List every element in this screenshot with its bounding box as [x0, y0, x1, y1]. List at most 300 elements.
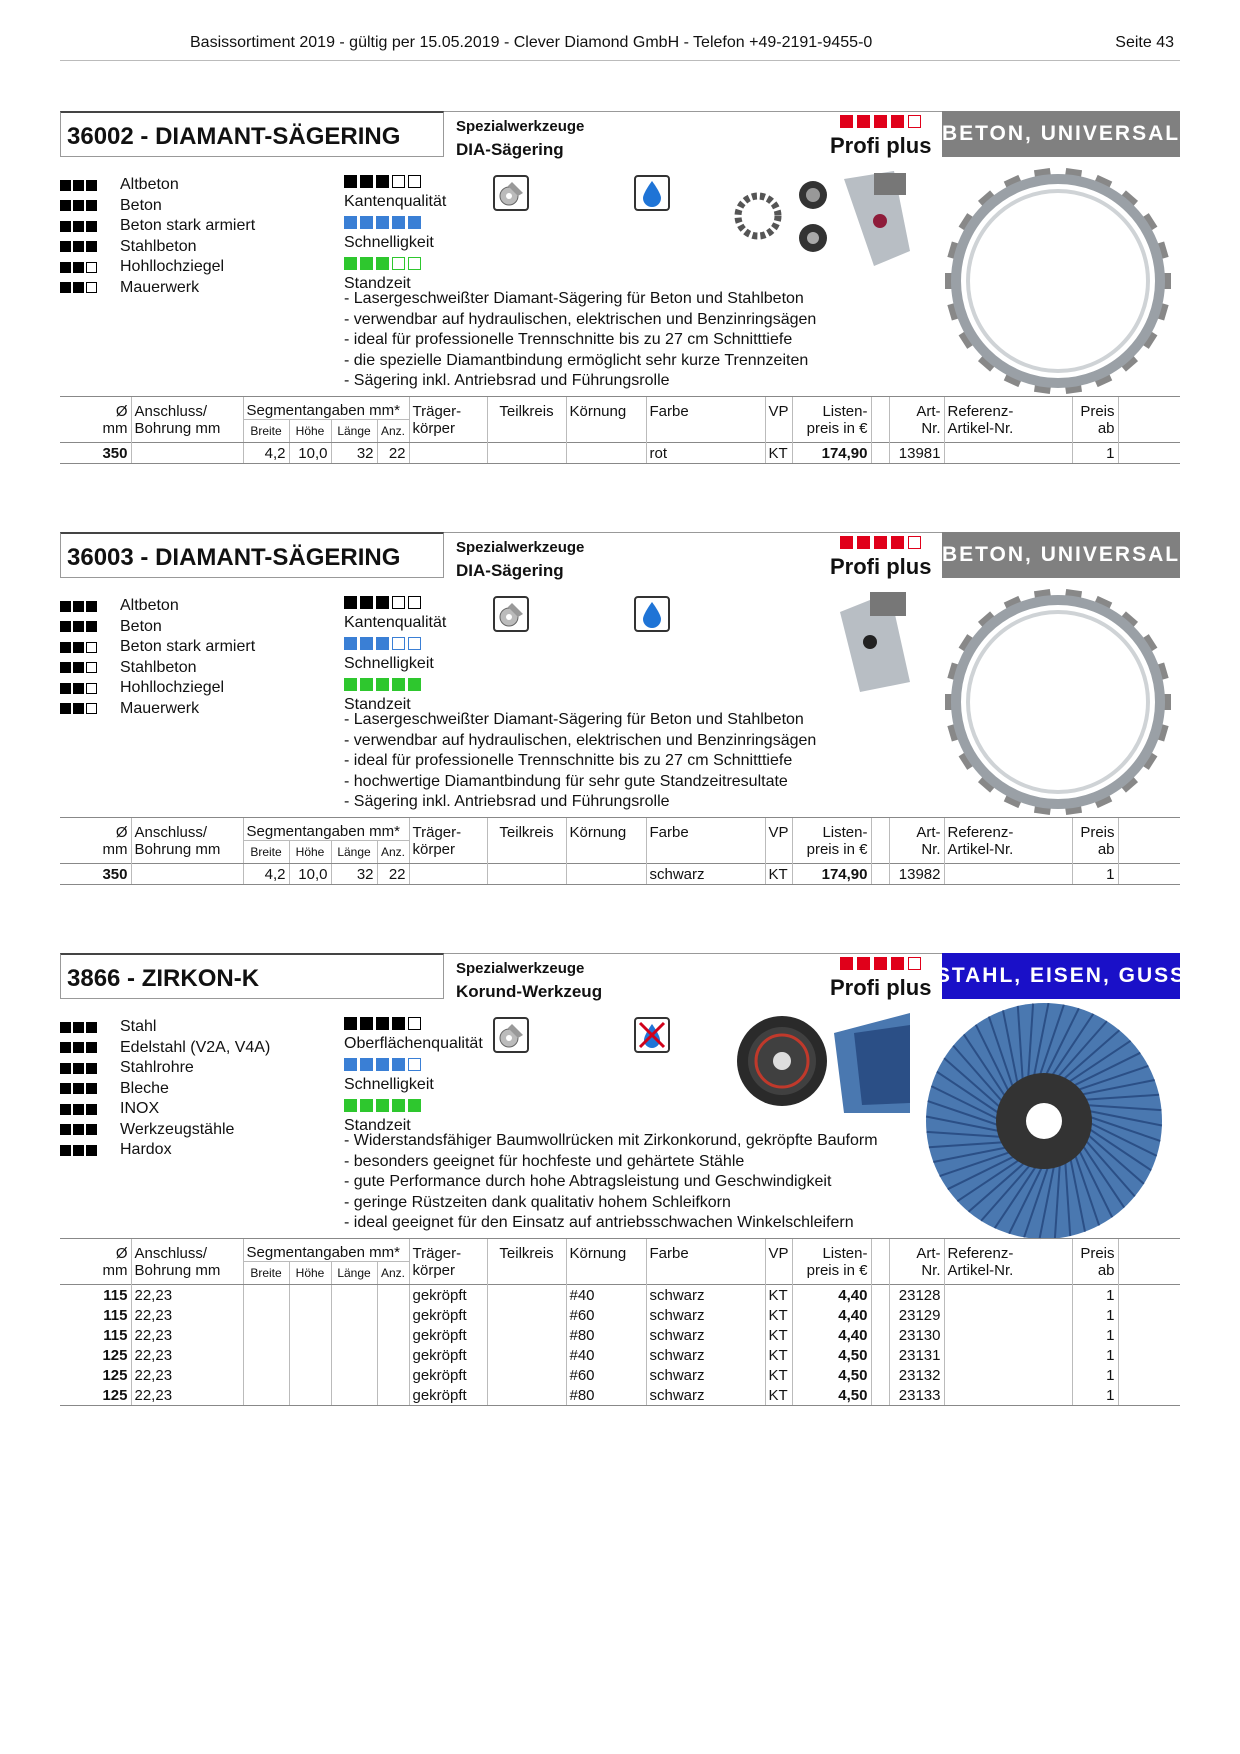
table-row: [60, 443, 1180, 464]
performance-label: Schnelligkeit: [344, 234, 434, 251]
cell-referenz: [944, 1345, 1072, 1365]
col-artnr: Art-: [889, 397, 944, 420]
application-level: [60, 1042, 120, 1053]
cell-referenz: [944, 1365, 1072, 1385]
cell-farbe: schwarz: [646, 1325, 765, 1345]
cell-farbe: schwarz: [646, 864, 765, 885]
performance-panel: [344, 1017, 483, 1140]
application-level: [60, 180, 120, 191]
product-table: Ø Anschluss/ Segmentangaben mm* Träger- Teilkreis Körnung Farbe VP Listen- Art- Referenz- Preis mm Bohrung mm Breite Höhe Länge Anz. körper preis in € Nr. Artikel-Nr. ab 115 22,23 gekröpft #40 schwarz KT 4,40 23128 1 115 22,23 gekröpft #60 schwarz KT 4,40 23129 1 115 22,23 gekröpft #80 schwarz KT 4,40 23130 1 125 22,23 gekröpft #40 schwarz KT 4,50 23131 1 125 22,23 gekröpft #60 schwarz KT 4,50 23132 1 125 22,23 gekröpft #80 schwarz KT 4,50 23133 1: [60, 1238, 1180, 1406]
col-koernung: Körnung: [566, 818, 646, 841]
cell-hoehe: [289, 1385, 331, 1406]
feature-line: - ideal für professionelle Trennschnitte bis zu 27 cm Schnitttiefe: [344, 752, 793, 769]
material-tag: BETON, UNIVERSAL: [942, 111, 1180, 157]
quality-label: Profi plus: [830, 975, 932, 1000]
cell-vp: KT: [765, 864, 792, 885]
col-koernung: Körnung: [566, 397, 646, 420]
cell-listenpreis: 4,50: [792, 1365, 871, 1385]
feature-list: [344, 289, 816, 392]
cell-laenge: [331, 1365, 377, 1385]
cell-koernung: #40: [566, 1345, 646, 1365]
category-main: Spezialwerkzeuge: [456, 118, 585, 135]
feature-line: - Sägering inkl. Antriebsrad und Führungsrolle: [344, 372, 670, 389]
application-list: [60, 175, 255, 298]
cell-teilkreis: [487, 1325, 566, 1345]
application-row: [60, 596, 255, 617]
application-name: INOX: [120, 1100, 160, 1118]
application-row: [60, 1038, 270, 1059]
application-row: [60, 175, 255, 196]
cell-teilkreis: [487, 1385, 566, 1406]
cell-breite: [243, 1305, 289, 1325]
quality-rating: [840, 536, 925, 554]
application-name: Mauerwerk: [120, 278, 200, 296]
application-row: [60, 1140, 270, 1161]
cell-dia: 115: [103, 1326, 128, 1344]
col-farbe: Farbe: [646, 818, 765, 841]
application-level: [60, 200, 120, 211]
performance-label: Kantenqualität: [344, 193, 447, 210]
cell-anz: [377, 1365, 409, 1385]
cell-traeger: [409, 864, 487, 885]
cell-listenpreis: 4,40: [792, 1325, 871, 1345]
cell-listenpreis: 4,50: [792, 1385, 871, 1406]
quality-label: Profi plus: [830, 133, 932, 158]
cell-anz: 22: [377, 443, 409, 464]
feature-line: - geringe Rüstzeiten dank qualitativ hohem Schleifkorn: [344, 1193, 731, 1211]
application-name: Mauerwerk: [120, 699, 200, 717]
table-row: [60, 864, 1180, 885]
cell-listenpreis: 174,90: [792, 864, 871, 885]
col-farbe: Farbe: [646, 1239, 765, 1262]
performance-panel: [344, 596, 446, 719]
cell-breite: [243, 1325, 289, 1345]
cell-listenpreis: 174,90: [792, 443, 871, 464]
cell-preis-ab: 1: [1072, 1305, 1118, 1325]
table-row: [60, 1385, 1180, 1406]
cell-artnr: 23132: [889, 1365, 944, 1385]
cell-farbe: schwarz: [646, 1345, 765, 1365]
performance-bar: [344, 1017, 483, 1032]
table-row: [60, 1365, 1180, 1385]
cell-bohrung: 22,23: [131, 1325, 243, 1345]
cell-dia: 350: [60, 864, 131, 885]
cell-hoehe: [289, 1325, 331, 1345]
feature-line: - gute Performance durch hohe Abtragsleistung und Geschwindigkeit: [344, 1173, 832, 1190]
performance-label: Standzeit: [344, 275, 411, 292]
col-traeger: Träger-: [409, 1239, 487, 1262]
feature-list: [344, 710, 816, 813]
col-dia: Ø: [60, 1239, 131, 1262]
feature-line: - besonders geeignet für hochfeste und gehärtete Stähle: [344, 1152, 745, 1170]
cell-laenge: [331, 1385, 377, 1406]
application-row: [60, 678, 255, 699]
cell-dia: 350: [60, 443, 131, 464]
cell-anz: [377, 1385, 409, 1406]
performance-bar: [344, 637, 446, 652]
product-table: Ø Anschluss/ Segmentangaben mm* Träger- Teilkreis Körnung Farbe VP Listen- Art- Referenz- Preis mm Bohrung mm Breite Höhe Länge Anz. körper preis in € Nr. Artikel-Nr. ab 350 4,2 10,0 32 22 rot KT 174,90 13981 1: [60, 396, 1180, 464]
application-row: [60, 617, 255, 638]
application-name: Stahl: [120, 1018, 157, 1036]
cell-artnr: 13982: [889, 864, 944, 885]
cell-breite: 4,2: [243, 864, 289, 885]
col-vp: VP: [765, 818, 792, 841]
cell-preis-ab: 1: [1072, 1325, 1118, 1345]
cell-anz: [377, 1325, 409, 1345]
cell-preis-ab: 1: [1072, 1345, 1118, 1365]
feature-line: - verwendbar auf hydraulischen, elektrischen und Benzinringsägen: [344, 731, 817, 749]
table-row: [60, 1325, 1180, 1345]
cell-dia: 115: [103, 1306, 128, 1324]
col-traeger: Träger-: [409, 397, 487, 420]
cell-laenge: [331, 1305, 377, 1325]
cell-preis-ab: 1: [1072, 1365, 1118, 1385]
cell-breite: [243, 1345, 289, 1365]
application-row: [60, 699, 255, 720]
table-row: [60, 1285, 1180, 1306]
category-sub: DIA-Sägering: [456, 561, 564, 580]
cell-koernung: #80: [566, 1385, 646, 1406]
application-name: Beton: [120, 196, 162, 214]
cell-referenz: [944, 443, 1072, 464]
cell-farbe: schwarz: [646, 1365, 765, 1385]
application-name: Hohllochziegel: [120, 679, 225, 697]
quality-rating: [840, 115, 925, 133]
cell-breite: 4,2: [243, 443, 289, 464]
col-farbe: Farbe: [646, 397, 765, 420]
performance-label: Schnelligkeit: [344, 655, 434, 672]
col-preis: Preis: [1072, 1239, 1118, 1262]
cell-bohrung: 22,23: [131, 1385, 243, 1406]
col-preis: Preis: [1072, 397, 1118, 420]
cell-referenz: [944, 864, 1072, 885]
col-referenz: Referenz-: [944, 397, 1072, 420]
cell-traeger: gekröpft: [409, 1365, 487, 1385]
cell-vp: KT: [765, 1385, 792, 1406]
cell-laenge: [331, 1285, 377, 1306]
application-row: [60, 237, 255, 258]
product-title: 3866 - ZIRKON-K: [60, 953, 444, 999]
cell-breite: [243, 1365, 289, 1385]
application-level: [60, 642, 120, 653]
application-row: [60, 1099, 270, 1120]
page-number: Seite 43: [1115, 34, 1174, 51]
application-row: [60, 1017, 270, 1038]
col-artnr: Art-: [889, 818, 944, 841]
application-name: Altbeton: [120, 176, 179, 194]
performance-label: Schnelligkeit: [344, 1076, 434, 1093]
product-detail-photo: [734, 171, 910, 286]
performance-label: Standzeit: [344, 696, 411, 713]
cell-preis-ab: 1: [1072, 1385, 1118, 1406]
application-list: [60, 1017, 270, 1161]
col-referenz: Referenz-: [944, 1239, 1072, 1262]
cell-traeger: gekröpft: [409, 1325, 487, 1345]
cell-bohrung: 22,23: [131, 1285, 243, 1306]
application-level: [60, 601, 120, 612]
water-drop-icon: [634, 175, 670, 211]
cell-traeger: gekröpft: [409, 1305, 487, 1325]
application-level: [60, 662, 120, 673]
application-level: [60, 1124, 120, 1135]
application-name: Stahlbeton: [120, 658, 197, 676]
cell-vp: KT: [765, 1325, 792, 1345]
feature-line: - Lasergeschweißter Diamant-Sägering für Beton und Stahlbeton: [344, 711, 804, 728]
product-detail-photo: [830, 592, 920, 707]
cell-laenge: [331, 1325, 377, 1345]
col-anschluss: Anschluss/: [131, 818, 243, 841]
application-level: [60, 1145, 120, 1156]
col-teilkreis: Teilkreis: [487, 397, 566, 420]
col-dia: Ø: [60, 818, 131, 841]
product-photo: [938, 161, 1178, 406]
application-level: [60, 1022, 120, 1033]
application-row: [60, 1058, 270, 1079]
col-teilkreis: Teilkreis: [487, 818, 566, 841]
feature-line: - die spezielle Diamantbindung ermöglicht sehr kurze Trennzeiten: [344, 351, 809, 369]
category-main: Spezialwerkzeuge: [456, 960, 585, 977]
product-detail-photo: [734, 1013, 910, 1128]
cell-artnr: 23130: [889, 1325, 944, 1345]
cell-hoehe: 10,0: [289, 864, 331, 885]
cell-vp: KT: [765, 1365, 792, 1385]
cell-vp: KT: [765, 1305, 792, 1325]
application-level: [60, 282, 120, 293]
performance-label: Standzeit: [344, 1117, 411, 1134]
cell-laenge: [331, 1345, 377, 1365]
cell-breite: [243, 1285, 289, 1306]
application-level: [60, 1104, 120, 1115]
application-name: Altbeton: [120, 597, 179, 615]
product-section: [60, 111, 1180, 511]
cell-hoehe: 10,0: [289, 443, 331, 464]
material-tag: STAHL, EISEN, GUSS: [942, 953, 1180, 999]
cell-artnr: 13981: [889, 443, 944, 464]
cell-koernung: #60: [566, 1305, 646, 1325]
performance-bar: [344, 175, 446, 190]
application-row: [60, 1120, 270, 1141]
cell-anz: [377, 1305, 409, 1325]
performance-label: Kantenqualität: [344, 614, 447, 631]
application-name: Edelstahl (V2A, V4A): [120, 1038, 271, 1056]
application-name: Beton stark armiert: [120, 217, 256, 235]
application-level: [60, 683, 120, 694]
cell-dia: 125: [102, 1346, 128, 1364]
cell-hoehe: [289, 1365, 331, 1385]
col-vp: VP: [765, 1239, 792, 1262]
product-title: 36002 - DIAMANT-SÄGERING: [60, 111, 444, 157]
cell-bohrung: [131, 443, 243, 464]
application-level: [60, 221, 120, 232]
category-sub: DIA-Sägering: [456, 140, 564, 159]
cell-listenpreis: 4,40: [792, 1285, 871, 1306]
cell-koernung: #60: [566, 1365, 646, 1385]
feature-line: - Sägering inkl. Antriebsrad und Führungsrolle: [344, 793, 670, 810]
water-drop-icon: [634, 596, 670, 632]
performance-label: Oberflächenqualität: [344, 1035, 483, 1052]
cell-listenpreis: 4,50: [792, 1345, 871, 1365]
application-level: [60, 703, 120, 714]
cell-referenz: [944, 1305, 1072, 1325]
table-row: [60, 1305, 1180, 1325]
no-water-icon: [634, 1017, 670, 1053]
col-referenz: Referenz-: [944, 818, 1072, 841]
application-name: Werkzeugstähle: [120, 1120, 235, 1138]
cell-anz: [377, 1345, 409, 1365]
cell-preis-ab: 1: [1072, 443, 1118, 464]
product-title: 36003 - DIAMANT-SÄGERING: [60, 532, 444, 578]
col-listenpreis: Listen-: [792, 818, 871, 841]
application-name: Beton stark armiert: [120, 638, 256, 656]
header-title: Basissortiment 2019 - gültig per 15.05.2019 - Clever Diamond GmbH - Telefon +49-2191-9455-0: [190, 34, 873, 51]
cell-hoehe: [289, 1285, 331, 1306]
cell-artnr: 23129: [889, 1305, 944, 1325]
cell-traeger: gekröpft: [409, 1385, 487, 1406]
cell-dia: 115: [60, 1285, 131, 1306]
cell-farbe: schwarz: [646, 1305, 765, 1325]
application-name: Bleche: [120, 1079, 169, 1097]
cell-koernung: [566, 864, 646, 885]
cell-teilkreis: [487, 443, 566, 464]
cell-artnr: 23131: [889, 1345, 944, 1365]
table-row: [60, 1345, 1180, 1365]
application-level: [60, 262, 120, 273]
col-segment: Segmentangaben mm*: [243, 1239, 409, 1262]
application-name: Stahlrohre: [120, 1059, 194, 1077]
cell-artnr: 23133: [889, 1385, 944, 1406]
quality-rating: [840, 957, 925, 975]
col-koernung: Körnung: [566, 1239, 646, 1262]
cell-koernung: #40: [566, 1285, 646, 1306]
cell-bohrung: 22,23: [131, 1365, 243, 1385]
product-section: [60, 532, 1180, 932]
feature-list: [344, 1131, 878, 1234]
application-name: Beton: [120, 617, 162, 635]
col-listenpreis: Listen-: [792, 397, 871, 420]
cell-listenpreis: 4,40: [792, 1305, 871, 1325]
cell-teilkreis: [487, 1365, 566, 1385]
cell-teilkreis: [487, 1305, 566, 1325]
cell-vp: KT: [765, 1345, 792, 1365]
cell-vp: KT: [765, 1285, 792, 1306]
feature-line: - verwendbar auf hydraulischen, elektrischen und Benzinringsägen: [344, 310, 817, 328]
product-section: [60, 953, 1187, 1404]
application-row: [60, 637, 255, 658]
cell-koernung: [566, 443, 646, 464]
cell-bohrung: 22,23: [131, 1305, 243, 1325]
product-category: [456, 536, 584, 582]
application-level: [60, 621, 120, 632]
cell-traeger: gekröpft: [409, 1285, 487, 1306]
application-level: [60, 241, 120, 252]
product-category: [456, 957, 602, 1003]
application-row: [60, 216, 255, 237]
application-row: [60, 1079, 270, 1100]
feature-line: - ideal für professionelle Trennschnitte bis zu 27 cm Schnitttiefe: [344, 331, 793, 348]
angle-grinder-icon: [493, 1017, 529, 1053]
application-level: [60, 1083, 120, 1094]
cell-dia: 125: [60, 1385, 131, 1406]
cell-referenz: [944, 1385, 1072, 1406]
cell-teilkreis: [487, 1285, 566, 1306]
cell-referenz: [944, 1285, 1072, 1306]
product-photo: [938, 582, 1178, 827]
angle-grinder-icon: [493, 175, 529, 211]
angle-grinder-icon: [493, 596, 529, 632]
feature-line: - ideal geeignet für den Einsatz auf antriebsschwachen Winkelschleifern: [344, 1214, 854, 1231]
performance-panel: [344, 175, 446, 298]
cell-traeger: gekröpft: [409, 1345, 487, 1365]
col-preis: Preis: [1072, 818, 1118, 841]
cell-farbe: schwarz: [646, 1285, 765, 1306]
cell-laenge: 32: [331, 864, 377, 885]
cell-teilkreis: [487, 864, 566, 885]
cell-artnr: 23128: [889, 1285, 944, 1306]
cell-koernung: #80: [566, 1325, 646, 1345]
product-photo: [914, 1003, 1174, 1248]
application-row: [60, 257, 255, 278]
feature-line: - Lasergeschweißter Diamant-Sägering für Beton und Stahlbeton: [344, 290, 804, 307]
cell-referenz: [944, 1325, 1072, 1345]
cell-anz: [377, 1285, 409, 1306]
col-teilkreis: Teilkreis: [487, 1239, 566, 1262]
performance-bar: [344, 1058, 483, 1073]
cell-bohrung: [131, 864, 243, 885]
application-name: Hardox: [120, 1141, 172, 1159]
cell-traeger: [409, 443, 487, 464]
application-row: [60, 658, 255, 679]
performance-bar: [344, 678, 446, 693]
feature-line: - Widerstandsfähiger Baumwollrücken mit Zirkonkorund, gekröpfte Bauform: [344, 1132, 878, 1149]
performance-bar: [344, 596, 446, 611]
col-artnr: Art-: [889, 1239, 944, 1262]
application-level: [60, 1063, 120, 1074]
quality-label: Profi plus: [830, 554, 932, 579]
cell-bohrung: 22,23: [131, 1345, 243, 1365]
col-anschluss: Anschluss/: [131, 397, 243, 420]
cell-dia: 125: [102, 1366, 128, 1384]
performance-bar: [344, 216, 446, 231]
product-table: Ø Anschluss/ Segmentangaben mm* Träger- Teilkreis Körnung Farbe VP Listen- Art- Referenz- Preis mm Bohrung mm Breite Höhe Länge Anz. körper preis in € Nr. Artikel-Nr. ab 350 4,2 10,0 32 22 schwarz KT 174,90 13982 1: [60, 817, 1180, 885]
material-tag: BETON, UNIVERSAL: [942, 532, 1180, 578]
cell-teilkreis: [487, 1345, 566, 1365]
performance-bar: [344, 1099, 483, 1114]
page-header: [60, 30, 1180, 61]
performance-bar: [344, 257, 446, 272]
col-dia: Ø: [60, 397, 131, 420]
cell-laenge: 32: [331, 443, 377, 464]
category-main: Spezialwerkzeuge: [456, 539, 585, 556]
cell-preis-ab: 1: [1072, 864, 1118, 885]
application-name: Hohllochziegel: [120, 258, 225, 276]
application-row: [60, 196, 255, 217]
col-traeger: Träger-: [409, 818, 487, 841]
application-name: Stahlbeton: [120, 237, 197, 255]
application-row: [60, 278, 255, 299]
cell-preis-ab: 1: [1072, 1285, 1118, 1306]
col-segment: Segmentangaben mm*: [243, 397, 409, 420]
col-segment: Segmentangaben mm*: [243, 818, 409, 841]
cell-vp: KT: [765, 443, 792, 464]
col-vp: VP: [765, 397, 792, 420]
cell-hoehe: [289, 1305, 331, 1325]
application-list: [60, 596, 255, 719]
cell-anz: 22: [377, 864, 409, 885]
category-sub: Korund-Werkzeug: [456, 982, 603, 1001]
col-anschluss: Anschluss/: [131, 1239, 243, 1262]
cell-breite: [243, 1385, 289, 1406]
cell-farbe: schwarz: [646, 1385, 765, 1406]
